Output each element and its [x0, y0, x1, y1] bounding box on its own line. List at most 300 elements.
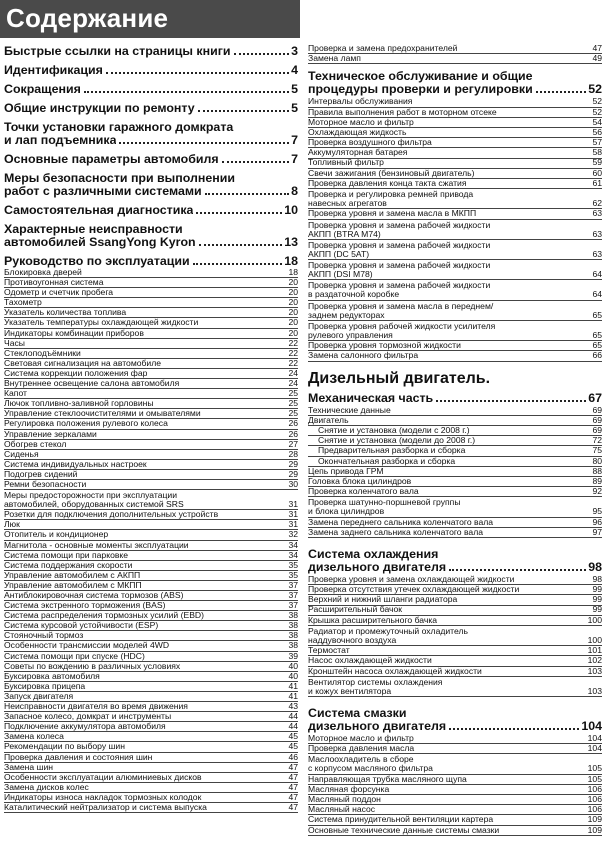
toc-item [4, 399, 298, 409]
toc-item [4, 440, 298, 450]
toc-item [308, 270, 602, 280]
toc-item-page: 100 [587, 635, 602, 645]
toc-item-title: Окончательная разборка и сборка [318, 456, 456, 466]
toc-section-title: Сокращения [4, 83, 81, 96]
toc-item [4, 268, 298, 278]
toc-item-page: 109 [587, 825, 602, 835]
toc-item-page: 41 [288, 691, 298, 701]
toc-item [308, 744, 602, 754]
toc-section-page: 67 [588, 390, 602, 405]
toc-item [308, 487, 602, 497]
toc-section [4, 102, 298, 115]
toc-item-page: 29 [288, 469, 298, 479]
toc-item-page: 29 [288, 459, 298, 469]
toc-dot-leader [196, 212, 282, 214]
toc-item-title: Термостат [308, 646, 350, 656]
toc-item-title: Замена колеса [4, 732, 64, 742]
toc-item-title: Головка блока цилиндров [308, 476, 412, 486]
toc-item [4, 611, 298, 621]
toc-item-page: 47 [288, 792, 298, 802]
toc-item-title: автомобилей, оборудованных системой SRS [4, 500, 184, 510]
toc-item [4, 652, 298, 662]
toc-section-page: 8 [291, 184, 298, 198]
toc-item-title: Правила выполнения работ в моторном отсеке [308, 107, 497, 117]
toc-item-page: 69 [592, 405, 602, 415]
toc-item [4, 621, 298, 631]
toc-item-page: 24 [288, 368, 298, 378]
toc-item [4, 742, 298, 752]
toc-item-page: 109 [587, 815, 602, 825]
toc-item-title: Предварительная разборка и сборка [318, 446, 466, 456]
toc-item [308, 341, 602, 351]
toc-item [308, 128, 602, 138]
toc-section [4, 45, 298, 58]
toc-section-line: Система охлаждения [308, 546, 439, 561]
toc-item-page: 88 [592, 466, 602, 476]
toc-dot-leader [84, 91, 289, 93]
toc-dot-leader [449, 569, 586, 571]
toc-item-title: навесных агрегатов [308, 199, 387, 209]
toc-item-title: Проверка воздушного фильтра [308, 138, 432, 148]
toc-section-title: работ с различными системами [4, 185, 202, 198]
toc-item-page: 104 [587, 744, 602, 754]
toc-section-row [4, 153, 298, 166]
toc-right-column [308, 0, 602, 836]
toc-item-page: 35 [288, 560, 298, 570]
toc-item [308, 179, 602, 189]
toc-section-page: 5 [291, 82, 298, 96]
toc-section-page: 3 [291, 44, 298, 58]
toc-item [4, 722, 298, 732]
toc-section-row [308, 561, 602, 574]
toc-item-page: 52 [592, 107, 602, 117]
toc-item-page: 37 [288, 580, 298, 590]
toc-section [4, 223, 298, 249]
toc-item-page: 64 [592, 270, 602, 280]
toc-item-page: 95 [592, 507, 602, 517]
toc-dot-leader [198, 110, 289, 112]
toc-item [308, 656, 602, 666]
toc-item [4, 470, 298, 480]
toc-item-title: Снятие и установка (модели с 2008 г.) [318, 425, 470, 435]
toc-item-page: 30 [288, 479, 298, 489]
toc-item [4, 430, 298, 440]
toc-item-title: Система курсовой устойчивости (ESP) [4, 621, 159, 631]
toc-item-title: Указатель количества топлива [4, 308, 127, 318]
toc-item-line: Проверка шатунно-поршневой группы [308, 497, 461, 508]
toc-section-page: 52 [588, 82, 602, 97]
toc-item-title: Кронштейн насоса охлаждающей жидкости [308, 666, 482, 676]
toc-section-title: Основные параметры автомобиля [4, 153, 219, 166]
toc-item [308, 446, 602, 456]
toc-item-page: 44 [288, 712, 298, 722]
toc-item-page: 89 [592, 476, 602, 486]
toc-item-line: Маслоохладитель в сборе [308, 754, 414, 765]
toc-item-page: 97 [592, 527, 602, 537]
toc-section-line: Точки установки гаражного домкрата [4, 120, 234, 134]
toc-section-row [4, 255, 298, 268]
toc-item-title: Особенности эксплуатации алюминиевых дисков [4, 772, 202, 782]
toc-item [4, 389, 298, 399]
toc-item-title: Обогрев стекол [4, 439, 67, 449]
toc-item-line: Вентилятор системы охлаждения [308, 676, 443, 687]
toc-item-line: Проверка и регулировка ремней привода [308, 189, 474, 200]
toc-item [4, 773, 298, 783]
toc-item-title: АКПП (DSI M78) [308, 270, 373, 280]
toc-item-title: Буксировка прицепа [4, 681, 86, 691]
toc-item-line: Проверка уровня и замена рабочей жидкости [308, 280, 491, 291]
toc-dot-leader [106, 72, 289, 74]
toc-item-title: Верхний и нижний шланги радиатора [308, 595, 458, 605]
toc-item [308, 351, 602, 361]
toc-item-title: Стояночный тормоз [4, 631, 84, 641]
toc-dot-leader [449, 728, 579, 730]
toc-item-page: 105 [587, 764, 602, 774]
toc-item-title: заднем редукторах [308, 310, 385, 320]
toc-item-page: 18 [288, 268, 298, 277]
toc-item [308, 518, 602, 528]
lubrication-section [308, 707, 602, 733]
toc-item-page: 45 [288, 742, 298, 752]
toc-item-title: Масляный насос [308, 805, 376, 815]
toc-item-page: 103 [587, 666, 602, 676]
mechanical-section [308, 392, 602, 405]
toc-item-title: и кожух вентилятора [308, 686, 392, 696]
toc-item-page: 98 [592, 574, 602, 584]
toc-item-page: 52 [592, 97, 602, 107]
toc-item [4, 641, 298, 651]
toc-item [308, 734, 602, 744]
toc-item-title: рулевого управления [308, 331, 393, 341]
toc-item [308, 159, 602, 169]
toc-item [308, 426, 602, 436]
toc-item-page: 47 [288, 802, 298, 812]
toc-section-line: Характерные неисправности [4, 222, 183, 236]
toc-item [4, 480, 298, 490]
toc-item-page: 63 [592, 229, 602, 239]
toc-item [4, 308, 298, 318]
toc-item-title: Магнитола - основные моменты эксплуатации [4, 540, 189, 550]
toc-section-row [4, 64, 298, 77]
toc-section-page: 104 [581, 719, 602, 733]
toc-item-page: 66 [592, 351, 602, 361]
toc-section-title: дизельного двигателя [308, 560, 447, 574]
toc-item-title: Насос охлаждающей жидкости [308, 656, 432, 666]
toc-item [308, 477, 602, 487]
toc-item-page: 31 [288, 510, 298, 520]
toc-item-page: 69 [592, 415, 602, 425]
toc-item-page: 65 [592, 310, 602, 320]
toc-item-line: Проверка уровня и замена рабочей жидкости [308, 219, 491, 230]
toc-item-title: Рекомендации по выбору шин [4, 742, 125, 752]
toc-item [308, 250, 602, 260]
toc-item [308, 616, 602, 626]
cooling-section [308, 548, 602, 574]
toc-item [308, 199, 602, 209]
toc-item-page: 106 [587, 795, 602, 805]
toc-item-title: Замена дисков колес [4, 782, 89, 792]
toc-section-title: Самостоятельная диагностика [4, 204, 194, 217]
toc-item-page: 99 [592, 605, 602, 615]
toc-section-row [4, 102, 298, 115]
toc-item-title: Система распределения тормозных усилий (EBD) [4, 611, 204, 621]
toc-item-title: и блока цилиндров [308, 507, 385, 517]
toc-section [4, 153, 298, 166]
toc-item-title: Неисправности двигателя во время движения [4, 702, 188, 712]
toc-item-title: Замена ламп [308, 54, 361, 64]
toc-item-title: Система помощи при парковке [4, 550, 129, 560]
toc-item-title: Запасное колесо, домкрат и инструменты [4, 712, 172, 722]
toc-item-title: Моторное масло и фильтр [308, 117, 414, 127]
toc-section [4, 204, 298, 217]
toc-item-title: Каталитический нейтрализатор и система выпуска [4, 802, 207, 812]
toc-item-page: 96 [592, 517, 602, 527]
toc-item-title: Противоугонная система [4, 278, 104, 288]
toc-item-page: 47 [288, 762, 298, 772]
toc-section-row [308, 392, 602, 405]
toc-item-title: Система помощи при спуске (HDC) [4, 651, 145, 661]
toc-item-title: Цепь привода ГРМ [308, 466, 384, 476]
toc-item-page: 25 [288, 389, 298, 399]
toc-item-title: Проверка уровня и замена охлаждающей жидкости [308, 574, 515, 584]
toc-item [4, 278, 298, 288]
toc-item [308, 416, 602, 426]
toc-item-title: Блокировка дверей [4, 268, 82, 277]
toc-item-title: Замена переднего сальника коленчатого вала [308, 517, 494, 527]
toc-item-page: 31 [288, 520, 298, 530]
toc-item-page: 44 [288, 722, 298, 732]
toc-dot-leader [234, 53, 290, 55]
toc-item [4, 682, 298, 692]
toc-item-page: 37 [288, 601, 298, 611]
toc-item [4, 450, 298, 460]
toc-item [308, 585, 602, 595]
toc-item [308, 595, 602, 605]
toc-item [308, 44, 602, 54]
toc-item-page: 69 [592, 425, 602, 435]
toc-item-title: Управление зеркалами [4, 429, 97, 439]
toc-item [4, 581, 298, 591]
toc-item-title: Снятие и установка (модели до 2008 г.) [318, 436, 476, 446]
toc-item [308, 209, 602, 219]
toc-item-page: 101 [587, 646, 602, 656]
toc-item-title: Часы [4, 338, 25, 348]
toc-item-page: 45 [288, 732, 298, 742]
toc-dot-leader [436, 400, 586, 402]
toc-item-page: 103 [587, 686, 602, 696]
toc-item-page: 38 [288, 611, 298, 621]
toc-item-page: 20 [288, 328, 298, 338]
toc-dot-leader [119, 142, 289, 144]
toc-section [4, 255, 298, 268]
toc-item-page: 25 [288, 399, 298, 409]
toc-item-page: 47 [288, 782, 298, 792]
toc-item [308, 148, 602, 158]
toc-item-page: 59 [592, 158, 602, 168]
toc-item-page: 38 [288, 631, 298, 641]
toc-item-title: Моторное масло и фильтр [308, 734, 414, 743]
toc-item [308, 785, 602, 795]
toc-item-title: Антиблокировочная система тормозов (ABS) [4, 591, 184, 600]
toc-item-title: Топливный фильтр [308, 158, 384, 168]
toc-item-title: Одометр и счетчик пробега [4, 288, 114, 298]
toc-item [308, 54, 602, 64]
toc-section-title: Идентификация [4, 64, 103, 77]
toc-item [4, 339, 298, 349]
toc-item-title: Проверка и замена предохранителей [308, 44, 458, 53]
toc-item-title: Проверка уровня тормозной жидкости [308, 341, 461, 351]
toc-item-title: Масляный поддон [308, 795, 381, 805]
toc-item [4, 783, 298, 793]
toc-item-title: Световая сигнализация на автомобиле [4, 358, 162, 368]
toc-item-page: 41 [288, 681, 298, 691]
toc-item-page: 72 [592, 436, 602, 446]
toc-item [308, 118, 602, 128]
toc-item [308, 97, 602, 107]
toc-section-page: 7 [291, 133, 298, 147]
toc-item-page: 31 [288, 500, 298, 510]
toc-item-page: 46 [288, 752, 298, 762]
toc-item [308, 507, 602, 517]
toc-item-page: 22 [288, 338, 298, 348]
toc-item-page: 104 [587, 734, 602, 743]
toc-item-title: Люк [4, 520, 20, 530]
toc-item [4, 803, 298, 813]
toc-item [308, 406, 602, 416]
toc-section-page: 98 [588, 559, 602, 574]
toc-section [4, 121, 298, 147]
toc-item-title: Проверка давления масла [308, 744, 415, 754]
toc-item-page: 99 [592, 585, 602, 595]
toc-item-page: 102 [587, 656, 602, 666]
toc-item-title: Система поддержания скорости [4, 560, 133, 570]
toc-item-title: АКПП (DC 5AT) [308, 249, 370, 259]
toc-section-row [4, 83, 298, 96]
toc-item-title: Проверка давления конца такта сжатия [308, 178, 467, 188]
toc-item [4, 460, 298, 470]
toc-item-page: 65 [592, 341, 602, 351]
toc-item-page: 40 [288, 661, 298, 671]
toc-item [4, 631, 298, 641]
toc-item [4, 359, 298, 369]
toc-item-line: Радиатор и промежуточный охладитель [308, 625, 468, 636]
toc-item-line: Проверка уровня рабочей жидкости усилителя [308, 320, 496, 331]
toc-item [308, 687, 602, 697]
toc-item-page: 22 [288, 348, 298, 358]
toc-item [4, 692, 298, 702]
toc-item-title: Особенности трансмиссии моделей 4WD [4, 641, 170, 651]
toc-item-page: 64 [592, 290, 602, 300]
toc-section-row [4, 45, 298, 58]
toc-item-page: 20 [288, 288, 298, 298]
toc-item-title: Замена салонного фильтра [308, 351, 419, 361]
toc-item [4, 318, 298, 328]
toc-item [4, 409, 298, 419]
toc-item-title: Управление стеклоочистителями и омывателями [4, 409, 201, 419]
toc-item-page: 106 [587, 784, 602, 794]
toc-dot-leader [193, 263, 283, 265]
toc-item-title: Аккумуляторная батарея [308, 148, 408, 158]
toc-item-page: 26 [288, 429, 298, 439]
toc-item [308, 575, 602, 585]
toc-item-title: Проверка уровня и замена масла в МКПП [308, 209, 477, 219]
toc-item-title: Сиденья [4, 449, 39, 459]
toc-item-title: в раздаточной коробке [308, 290, 400, 300]
toc-dot-leader [205, 193, 289, 195]
toc-item [4, 793, 298, 803]
toc-item-title: Стеклоподъёмники [4, 348, 81, 358]
toc-section-title: и лап подъемника [4, 134, 117, 147]
toc-item [4, 369, 298, 379]
toc-item-title: Замена шин [4, 762, 54, 772]
toc-item-title: Замена заднего сальника коленчатого вала [308, 527, 484, 537]
toc-item-title: Система коррекции положения фар [4, 368, 148, 378]
toc-item-page: 105 [587, 774, 602, 784]
toc-item-title: наддувочного воздуха [308, 635, 397, 645]
toc-section-row [4, 134, 298, 147]
toc-item-title: Система экстренного торможения (BAS) [4, 601, 166, 611]
toc-item [4, 763, 298, 773]
toc-item-page: 106 [587, 805, 602, 815]
toc-item-page: 34 [288, 550, 298, 560]
toc-item [308, 606, 602, 616]
toc-item-line: Проверка уровня и замена рабочей жидкости [308, 260, 491, 271]
toc-item-title: Система индивидуальных настроек [4, 459, 147, 469]
toc-item [308, 467, 602, 477]
toc-item-page: 28 [288, 449, 298, 459]
toc-item-page: 35 [288, 570, 298, 580]
toc-item-page: 27 [288, 439, 298, 449]
toc-item-page: 65 [592, 331, 602, 341]
toc-section-row [4, 204, 298, 217]
toc-item [4, 329, 298, 339]
toc-section-title: Общие инструкции по ремонту [4, 102, 195, 115]
toc-section-title: процедуры проверки и регулировки [308, 83, 533, 97]
toc-item-title: Управление автомобилем с АКПП [4, 570, 141, 580]
toc-section [4, 172, 298, 198]
toc-item-page: 62 [592, 199, 602, 209]
toc-item-page: 32 [288, 530, 298, 540]
toc-item-title: Основные технические данные системы смазки [308, 825, 500, 835]
toc-item [4, 672, 298, 682]
toc-item-title: Внутреннее освещение салона автомобиля [4, 379, 180, 389]
toc-item-title: Охлаждающая жидкость [308, 127, 407, 137]
toc-item [308, 805, 602, 815]
toc-item-page: 99 [592, 595, 602, 605]
toc-item-title: Индикаторы износа накладок тормозных колодок [4, 792, 202, 802]
toc-item-title: Подогрев сидений [4, 469, 78, 479]
toc-item-title: Тахометр [4, 298, 42, 308]
toc-section-row [308, 720, 602, 733]
toc-item-page: 34 [288, 540, 298, 550]
toc-item [4, 732, 298, 742]
toc-item [308, 169, 602, 179]
toc-item [4, 601, 298, 611]
toc-item-page: 26 [288, 419, 298, 429]
toc-item-line: Меры предосторожности при эксплуатации [4, 490, 178, 501]
toc-item [4, 551, 298, 561]
toc-item-title: Ремни безопасности [4, 479, 87, 489]
toc-section-page: 10 [284, 203, 298, 217]
toc-left-column [4, 42, 298, 813]
toc-item [4, 702, 298, 712]
contents-header [0, 0, 300, 38]
toc-item-title: Управление автомобилем с МКПП [4, 580, 142, 590]
toc-item [4, 662, 298, 672]
toc-item [308, 290, 602, 300]
toc-item-title: Двигатель [308, 415, 349, 425]
toc-section-row [4, 185, 298, 198]
